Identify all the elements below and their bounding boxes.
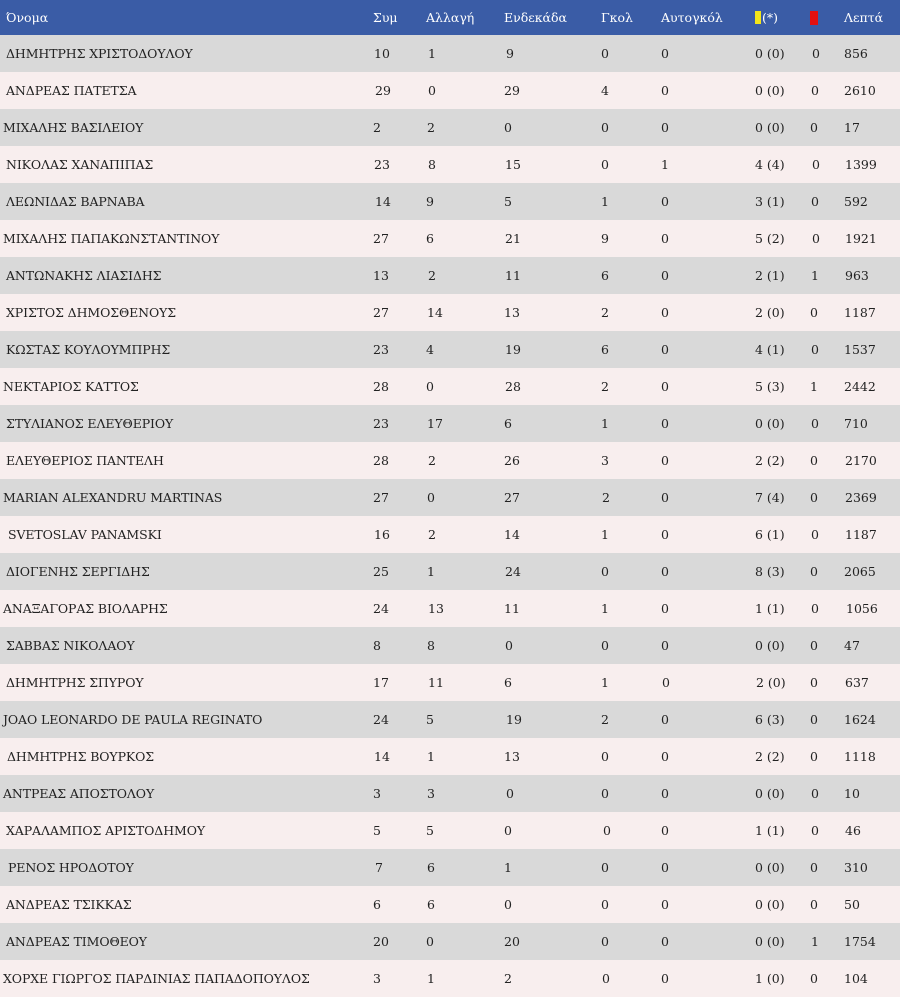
substitutions-cell: 2: [428, 268, 436, 283]
minutes-played-cell: 1537: [844, 342, 876, 357]
appearances-cell: 24: [373, 712, 389, 727]
appearances-cell: 20: [373, 934, 389, 949]
substitutions-cell: 1: [427, 564, 435, 579]
own-goals-cell: 0: [661, 194, 669, 209]
minutes-played-cell: 46: [845, 823, 861, 838]
substitutions-cell: 8: [427, 638, 435, 653]
minutes-played-cell: 1624: [844, 712, 876, 727]
yellow-cards-cell: 3 (1): [755, 194, 785, 209]
player-name-cell: ΔΗΜΗΤΡΗΣ ΣΠΥΡΟΥ: [6, 675, 144, 690]
own-goals-cell: 0: [661, 823, 669, 838]
minutes-played-cell: 310: [844, 860, 868, 875]
header-lineup[interactable]: Ενδεκάδα: [504, 10, 567, 25]
own-goals-cell: 1: [661, 157, 669, 172]
own-goals-cell: 0: [661, 527, 669, 542]
minutes-played-cell: 10: [844, 786, 860, 801]
table-row: [0, 960, 900, 997]
header-goals[interactable]: Γκολ: [601, 10, 633, 25]
starting-lineup-cell: 2: [504, 971, 512, 986]
substitutions-cell: 4: [426, 342, 434, 357]
red-cards-cell: 0: [810, 897, 818, 912]
appearances-cell: 23: [373, 416, 389, 431]
substitutions-cell: 2: [428, 453, 436, 468]
player-name-cell: ΔΙΟΓΕΝΗΣ ΣΕΡΓΙΔΗΣ: [6, 564, 150, 579]
table-row: [0, 886, 900, 923]
player-name-cell: JOAO LEONARDO DE PAULA REGINATO: [3, 712, 263, 727]
appearances-cell: 3: [373, 971, 381, 986]
substitutions-cell: 13: [428, 601, 444, 616]
minutes-played-cell: 592: [844, 194, 868, 209]
substitutions-cell: 1: [427, 749, 435, 764]
red-cards-cell: 1: [811, 934, 819, 949]
table-row: [0, 738, 900, 775]
red-cards-cell: 0: [811, 83, 819, 98]
own-goals-cell: 0: [661, 490, 669, 505]
substitutions-cell: 0: [427, 490, 435, 505]
table-row: [0, 627, 900, 664]
table-row: [0, 35, 900, 72]
player-name-cell: ΑΝΤΡΕΑΣ ΑΠΟΣΤΟΛΟΥ: [3, 786, 155, 801]
appearances-cell: 29: [375, 83, 391, 98]
appearances-cell: 23: [373, 342, 389, 357]
goals-cell: 2: [601, 379, 609, 394]
minutes-played-cell: 2369: [845, 490, 877, 505]
starting-lineup-cell: 19: [506, 712, 522, 727]
substitutions-cell: 8: [428, 157, 436, 172]
red-cards-cell: 0: [810, 305, 818, 320]
player-name-cell: ΧΑΡΑΛΑΜΠΟΣ ΑΡΙΣΤΟΔΗΜΟΥ: [6, 823, 206, 838]
player-name-cell: ΧΡΙΣΤΟΣ ΔΗΜΟΣΘΕΝΟΥΣ: [6, 305, 177, 320]
minutes-played-cell: 963: [845, 268, 869, 283]
substitutions-cell: 9: [426, 194, 434, 209]
player-name-cell: ΜΙΧΑΛΗΣ ΠΑΠΑΚΩΝΣΤΑΝΤΙΝΟΥ: [3, 231, 220, 246]
header-yellow-label: (*): [762, 10, 779, 25]
yellow-cards-cell: 0 (0): [755, 416, 785, 431]
red-cards-cell: 0: [810, 712, 818, 727]
player-name-cell: ΚΩΣΤΑΣ ΚΟΥΛΟΥΜΠΡΗΣ: [6, 342, 171, 357]
goals-cell: 0: [601, 934, 609, 949]
header-row: [0, 0, 900, 35]
goals-cell: 0: [601, 860, 609, 875]
red-cards-cell: 0: [811, 194, 819, 209]
goals-cell: 0: [601, 157, 609, 172]
goals-cell: 1: [601, 527, 609, 542]
starting-lineup-cell: 11: [505, 268, 521, 283]
goals-cell: 0: [603, 823, 611, 838]
starting-lineup-cell: 1: [504, 860, 512, 875]
player-name-cell: SVETOSLAV PANAMSKI: [8, 527, 162, 542]
red-cards-cell: 0: [810, 749, 818, 764]
substitutions-cell: 0: [426, 934, 434, 949]
own-goals-cell: 0: [661, 638, 669, 653]
red-cards-cell: 0: [811, 601, 819, 616]
own-goals-cell: 0: [661, 342, 669, 357]
minutes-played-cell: 1187: [844, 305, 876, 320]
starting-lineup-cell: 0: [505, 638, 513, 653]
substitutions-cell: 0: [426, 379, 434, 394]
header-yellow-cards[interactable]: [755, 0, 810, 35]
table-row: [0, 442, 900, 479]
own-goals-cell: 0: [661, 379, 669, 394]
table-row: [0, 701, 900, 738]
player-name-cell: MARIAN ALEXANDRU MARTINAS: [3, 490, 223, 505]
appearances-cell: 25: [373, 564, 389, 579]
yellow-cards-cell: 5 (3): [755, 379, 785, 394]
own-goals-cell: 0: [661, 712, 669, 727]
appearances-cell: 14: [375, 194, 391, 209]
starting-lineup-cell: 0: [504, 120, 512, 135]
starting-lineup-cell: 24: [505, 564, 521, 579]
table-row: [0, 183, 900, 220]
own-goals-cell: 0: [661, 749, 669, 764]
appearances-cell: 5: [373, 823, 381, 838]
header-apps[interactable]: Συμ: [373, 10, 398, 25]
player-name-cell: ΑΝΑΞΑΓΟΡΑΣ ΒΙΟΛΑΡΗΣ: [3, 601, 168, 616]
minutes-played-cell: 47: [844, 638, 860, 653]
goals-cell: 0: [601, 46, 609, 61]
goals-cell: 2: [601, 712, 609, 727]
goals-cell: 0: [601, 120, 609, 135]
own-goals-cell: 0: [661, 268, 669, 283]
appearances-cell: 27: [373, 305, 389, 320]
header-name[interactable]: Όνομα: [6, 10, 49, 25]
starting-lineup-cell: 6: [504, 416, 512, 431]
appearances-cell: 27: [373, 490, 389, 505]
starting-lineup-cell: 29: [504, 83, 520, 98]
starting-lineup-cell: 6: [504, 675, 512, 690]
appearances-cell: 17: [373, 675, 389, 690]
own-goals-cell: 0: [661, 564, 669, 579]
red-cards-cell: 0: [811, 786, 819, 801]
table-row: [0, 775, 900, 812]
minutes-played-cell: 2442: [844, 379, 876, 394]
yellow-cards-cell: 0 (0): [755, 83, 785, 98]
minutes-played-cell: 1399: [845, 157, 877, 172]
starting-lineup-cell: 21: [505, 231, 521, 246]
yellow-cards-cell: 1 (0): [755, 971, 785, 986]
appearances-cell: 7: [375, 860, 383, 875]
starting-lineup-cell: 27: [504, 490, 520, 505]
player-name-cell: ΔΗΜΗΤΡΗΣ ΒΟΥΡΚΟΣ: [7, 749, 155, 764]
table-body: [0, 35, 900, 997]
red-cards-cell: 0: [810, 564, 818, 579]
goals-cell: 6: [601, 268, 609, 283]
appearances-cell: 27: [373, 231, 389, 246]
own-goals-cell: 0: [661, 897, 669, 912]
minutes-played-cell: 1754: [844, 934, 876, 949]
minutes-played-cell: 1921: [845, 231, 877, 246]
substitutions-cell: 1: [428, 46, 436, 61]
red-cards-cell: 0: [811, 823, 819, 838]
starting-lineup-cell: 14: [504, 527, 520, 542]
starting-lineup-cell: 9: [506, 46, 514, 61]
minutes-played-cell: 2065: [844, 564, 876, 579]
appearances-cell: 6: [373, 897, 381, 912]
minutes-played-cell: 2610: [844, 83, 876, 98]
player-name-cell: ΣΤΥΛΙΑΝΟΣ ΕΛΕΥΘΕΡΙΟΥ: [6, 416, 174, 431]
goals-cell: 6: [601, 342, 609, 357]
own-goals-cell: 0: [661, 860, 669, 875]
table-row: [0, 331, 900, 368]
appearances-cell: 28: [373, 453, 389, 468]
goals-cell: 1: [601, 194, 609, 209]
red-cards-cell: 0: [810, 120, 818, 135]
header-own-goals[interactable]: Αυτογκόλ: [661, 10, 723, 25]
own-goals-cell: 0: [661, 934, 669, 949]
goals-cell: 0: [601, 638, 609, 653]
yellow-cards-cell: 0 (0): [755, 786, 785, 801]
minutes-played-cell: 710: [844, 416, 868, 431]
player-name-cell: ΛΕΩΝΙΔΑΣ ΒΑΡΝΑΒΑ: [6, 194, 145, 209]
own-goals-cell: 0: [661, 83, 669, 98]
substitutions-cell: 6: [426, 231, 434, 246]
own-goals-cell: 0: [661, 46, 669, 61]
red-cards-cell: 0: [811, 416, 819, 431]
own-goals-cell: 0: [661, 453, 669, 468]
red-cards-cell: 0: [812, 46, 820, 61]
yellow-cards-cell: 2 (2): [755, 453, 785, 468]
table-row: [0, 294, 900, 331]
goals-cell: 4: [601, 83, 609, 98]
appearances-cell: 16: [374, 527, 390, 542]
player-name-cell: ΝΙΚΟΛΑΣ ΧΑΝΑΠΙΠΑΣ: [6, 157, 154, 172]
substitutions-cell: 17: [427, 416, 443, 431]
table-row: [0, 849, 900, 886]
starting-lineup-cell: 0: [506, 786, 514, 801]
player-name-cell: ΣΑΒΒΑΣ ΝΙΚΟΛΑΟΥ: [6, 638, 135, 653]
table-row: [0, 72, 900, 109]
goals-cell: 1: [601, 416, 609, 431]
goals-cell: 0: [601, 786, 609, 801]
red-card-icon: [810, 11, 818, 25]
yellow-cards-cell: 4 (4): [755, 157, 785, 172]
substitutions-cell: 6: [427, 897, 435, 912]
goals-cell: 2: [602, 490, 610, 505]
red-cards-cell: 0: [810, 675, 818, 690]
red-cards-cell: 0: [810, 860, 818, 875]
own-goals-cell: 0: [661, 601, 669, 616]
minutes-played-cell: 1187: [845, 527, 877, 542]
starting-lineup-cell: 11: [504, 601, 520, 616]
table-row: [0, 590, 900, 627]
red-cards-cell: 0: [812, 231, 820, 246]
player-name-cell: ΕΛΕΥΘΕΡΙΟΣ ΠΑΝΤΕΛΗ: [6, 453, 164, 468]
own-goals-cell: 0: [661, 231, 669, 246]
header-minutes[interactable]: Λεπτά: [844, 10, 884, 25]
player-name-cell: ΑΝΔΡΕΑΣ ΤΣΙΚΚΑΣ: [6, 897, 132, 912]
appearances-cell: 2: [373, 120, 381, 135]
substitutions-cell: 0: [428, 83, 436, 98]
yellow-cards-cell: 2 (0): [755, 305, 785, 320]
player-name-cell: ΝΕΚΤΑΡΙΟΣ ΚΑΤΤΟΣ: [3, 379, 139, 394]
table-row: [0, 109, 900, 146]
substitutions-cell: 14: [427, 305, 443, 320]
player-name-cell: ΑΝΤΩΝΑΚΗΣ ΛΙΑΣΙΔΗΣ: [6, 268, 162, 283]
player-name-cell: ΧΟΡΧΕ ΓΙΩΡΓΟΣ ΠΑΡΔΙΝΙΑΣ ΠΑΠΑΔΟΠΟΥΛΟΣ: [3, 971, 310, 986]
yellow-cards-cell: 2 (1): [755, 268, 785, 283]
goals-cell: 3: [601, 453, 609, 468]
player-name-cell: ΑΝΔΡΕΑΣ ΠΑΤΕΤΣΑ: [6, 83, 137, 98]
starting-lineup-cell: 20: [504, 934, 520, 949]
substitutions-cell: 11: [428, 675, 444, 690]
red-cards-cell: 0: [812, 157, 820, 172]
yellow-cards-cell: 0 (0): [755, 897, 785, 912]
minutes-played-cell: 50: [844, 897, 860, 912]
yellow-cards-cell: 0 (0): [755, 638, 785, 653]
table-row: [0, 479, 900, 516]
red-cards-cell: 0: [810, 453, 818, 468]
table-row: [0, 923, 900, 960]
substitutions-cell: 2: [427, 120, 435, 135]
minutes-played-cell: 2170: [845, 453, 877, 468]
appearances-cell: 8: [373, 638, 381, 653]
own-goals-cell: 0: [661, 971, 669, 986]
appearances-cell: 23: [374, 157, 390, 172]
own-goals-cell: 0: [661, 305, 669, 320]
header-red-cards[interactable]: [810, 0, 844, 35]
yellow-cards-cell: 5 (2): [755, 231, 785, 246]
goals-cell: 0: [601, 749, 609, 764]
yellow-cards-cell: 8 (3): [755, 564, 785, 579]
player-name-cell: ΜΙΧΑΛΗΣ ΒΑΣΙΛΕΙΟΥ: [3, 120, 144, 135]
goals-cell: 0: [601, 897, 609, 912]
starting-lineup-cell: 0: [504, 823, 512, 838]
table-row: [0, 664, 900, 701]
player-name-cell: ΔΗΜΗΤΡΗΣ ΧΡΙΣΤΟΔΟΥΛΟΥ: [6, 46, 193, 61]
appearances-cell: 24: [373, 601, 389, 616]
appearances-cell: 28: [373, 379, 389, 394]
own-goals-cell: 0: [662, 675, 670, 690]
minutes-played-cell: 1056: [846, 601, 878, 616]
red-cards-cell: 0: [810, 490, 818, 505]
starting-lineup-cell: 19: [505, 342, 521, 357]
starting-lineup-cell: 5: [504, 194, 512, 209]
header-subs[interactable]: Αλλαγή: [426, 10, 475, 25]
yellow-cards-cell: 7 (4): [755, 490, 785, 505]
minutes-played-cell: 17: [844, 120, 860, 135]
starting-lineup-cell: 13: [504, 749, 520, 764]
table-row: [0, 368, 900, 405]
substitutions-cell: 5: [426, 712, 434, 727]
starting-lineup-cell: 15: [505, 157, 521, 172]
starting-lineup-cell: 13: [504, 305, 520, 320]
yellow-card-icon: [755, 11, 761, 24]
minutes-played-cell: 856: [844, 46, 868, 61]
substitutions-cell: 3: [427, 786, 435, 801]
goals-cell: 1: [601, 601, 609, 616]
red-cards-cell: 0: [810, 638, 818, 653]
minutes-played-cell: 1118: [844, 749, 876, 764]
substitutions-cell: 1: [427, 971, 435, 986]
table-row: [0, 146, 900, 183]
table-row: [0, 405, 900, 442]
table-row: [0, 516, 900, 553]
substitutions-cell: 6: [427, 860, 435, 875]
yellow-cards-cell: 6 (1): [755, 527, 785, 542]
red-cards-cell: 0: [810, 971, 818, 986]
appearances-cell: 3: [373, 786, 381, 801]
yellow-cards-cell: 6 (3): [755, 712, 785, 727]
table-row: [0, 553, 900, 590]
yellow-cards-cell: 4 (1): [755, 342, 785, 357]
goals-cell: 1: [601, 675, 609, 690]
goals-cell: 0: [602, 971, 610, 986]
appearances-cell: 14: [374, 749, 390, 764]
table-row: [0, 812, 900, 849]
minutes-played-cell: 104: [844, 971, 868, 986]
starting-lineup-cell: 28: [505, 379, 521, 394]
starting-lineup-cell: 26: [504, 453, 520, 468]
minutes-played-cell: 637: [845, 675, 869, 690]
yellow-cards-cell: 2 (0): [756, 675, 786, 690]
red-cards-cell: 0: [811, 342, 819, 357]
appearances-cell: 10: [374, 46, 390, 61]
goals-cell: 0: [601, 564, 609, 579]
own-goals-cell: 0: [661, 120, 669, 135]
red-cards-cell: 1: [811, 268, 819, 283]
yellow-cards-cell: 0 (0): [755, 120, 785, 135]
yellow-cards-cell: 0 (0): [755, 934, 785, 949]
yellow-cards-cell: 1 (1): [755, 601, 785, 616]
appearances-cell: 13: [373, 268, 389, 283]
yellow-cards-cell: 0 (0): [755, 46, 785, 61]
player-name-cell: ΑΝΔΡΕΑΣ ΤΙΜΟΘΕΟΥ: [6, 934, 147, 949]
player-name-cell: ΡΕΝΟΣ ΗΡΟΔΟΤΟΥ: [8, 860, 134, 875]
table-row: [0, 257, 900, 294]
own-goals-cell: 0: [661, 786, 669, 801]
yellow-cards-cell: 0 (0): [755, 860, 785, 875]
red-cards-cell: 1: [810, 379, 818, 394]
goals-cell: 2: [601, 305, 609, 320]
table-header: [0, 0, 900, 35]
own-goals-cell: 0: [661, 416, 669, 431]
substitutions-cell: 2: [428, 527, 436, 542]
substitutions-cell: 5: [426, 823, 434, 838]
red-cards-cell: 0: [811, 527, 819, 542]
yellow-cards-cell: 2 (2): [755, 749, 785, 764]
table-row: [0, 220, 900, 257]
goals-cell: 9: [601, 231, 609, 246]
yellow-cards-cell: 1 (1): [755, 823, 785, 838]
starting-lineup-cell: 0: [504, 897, 512, 912]
